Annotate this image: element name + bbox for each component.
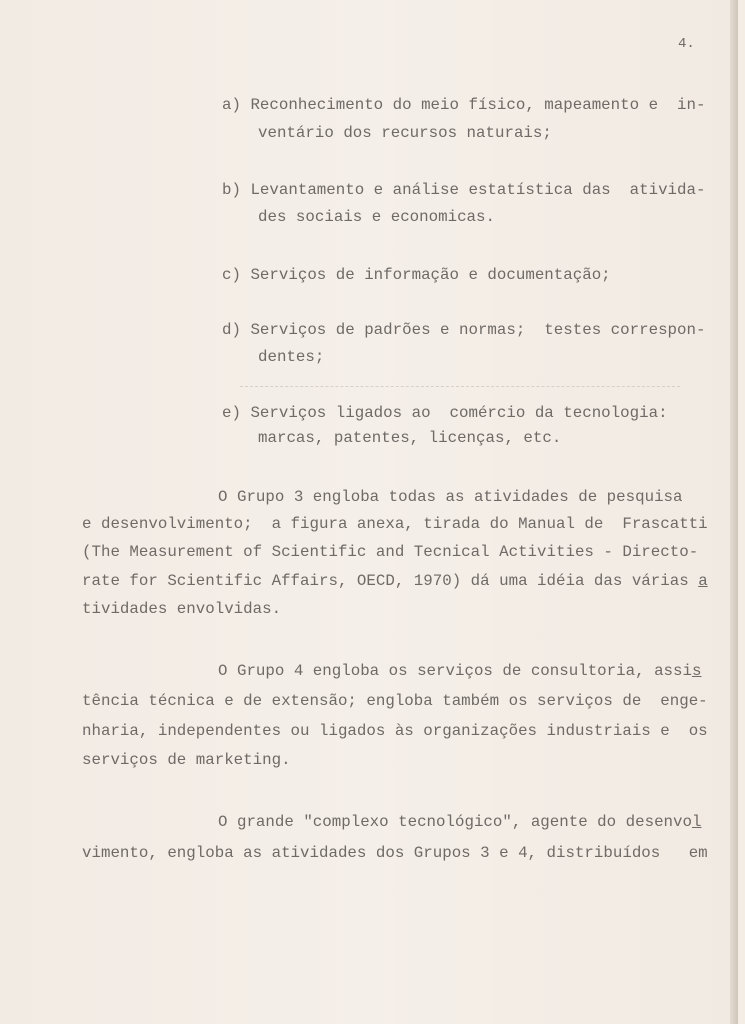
- line-text: tência técnica e de extensão; engloba também os serviços de enge-: [82, 692, 708, 710]
- paragraph-2-line: [82, 750, 291, 770]
- faint-divider: [240, 386, 680, 387]
- list-item-d-line-1: d) Serviços de padrões e normas; testes correspon-: [222, 321, 706, 339]
- line-text: vimento, engloba as atividades dos Grupos 3 e 4, distribuídos em: [82, 844, 708, 862]
- paragraph-2-line: [82, 691, 708, 711]
- list-item-e-line-2: marcas, patentes, licenças, etc.: [258, 429, 562, 447]
- paragraph-1-line: [82, 599, 281, 619]
- line-text: nharia, independentes ou ligados às organizações industriais e os: [82, 722, 708, 740]
- line-text: tividades envolvidas.: [82, 600, 282, 618]
- list-item-b-line-1: b) Levantamento e análise estatística das ativida-: [222, 181, 706, 199]
- line-text: (The Measurement of Scientific and Tecnical Activities - Directo-: [82, 543, 699, 561]
- paragraph-1-line: [82, 571, 708, 591]
- line-text: rate for Scientific Affairs, OECD, 1970) dá uma idéia das várias: [82, 572, 699, 590]
- line-text: O Grupo 3 engloba todas as atividades de pesquisa: [218, 488, 683, 506]
- page-edge: [730, 0, 738, 1024]
- paragraph-1-line: [82, 542, 698, 562]
- underlined-char: l: [691, 813, 702, 831]
- paragraph-3-line: [218, 812, 701, 832]
- line-text: O grande "complexo tecnológico", agente do desenvo: [218, 813, 692, 831]
- list-item-d-line-2: dentes;: [258, 348, 325, 366]
- line-text: e desenvolvimento; a figura anexa, tirada do Manual de Frascatti: [82, 515, 708, 533]
- page-number: 4.: [678, 36, 695, 52]
- paragraph-3-line: [82, 843, 708, 863]
- paragraph-1-line: [218, 487, 683, 507]
- paragraph-2-line: [82, 721, 708, 741]
- list-item-c-line-1: c) Serviços de informação e documentação;: [222, 266, 611, 284]
- paragraph-1-line: [82, 514, 708, 534]
- paragraph-2-line: [218, 661, 701, 681]
- line-text: serviços de marketing.: [82, 751, 291, 769]
- line-text: O Grupo 4 engloba os serviços de consultoria, assi: [218, 662, 692, 680]
- list-item-e-line-1: e) Serviços ligados ao comércio da tecnologia:: [222, 404, 668, 422]
- underlined-char: s: [691, 662, 702, 680]
- underlined-char: a: [698, 572, 708, 590]
- list-item-a-line-1: a) Reconhecimento do meio físico, mapeamento e in-: [222, 96, 706, 114]
- list-item-b-line-2: des sociais e economicas.: [258, 208, 495, 226]
- list-item-a-line-2: ventário dos recursos naturais;: [258, 124, 552, 142]
